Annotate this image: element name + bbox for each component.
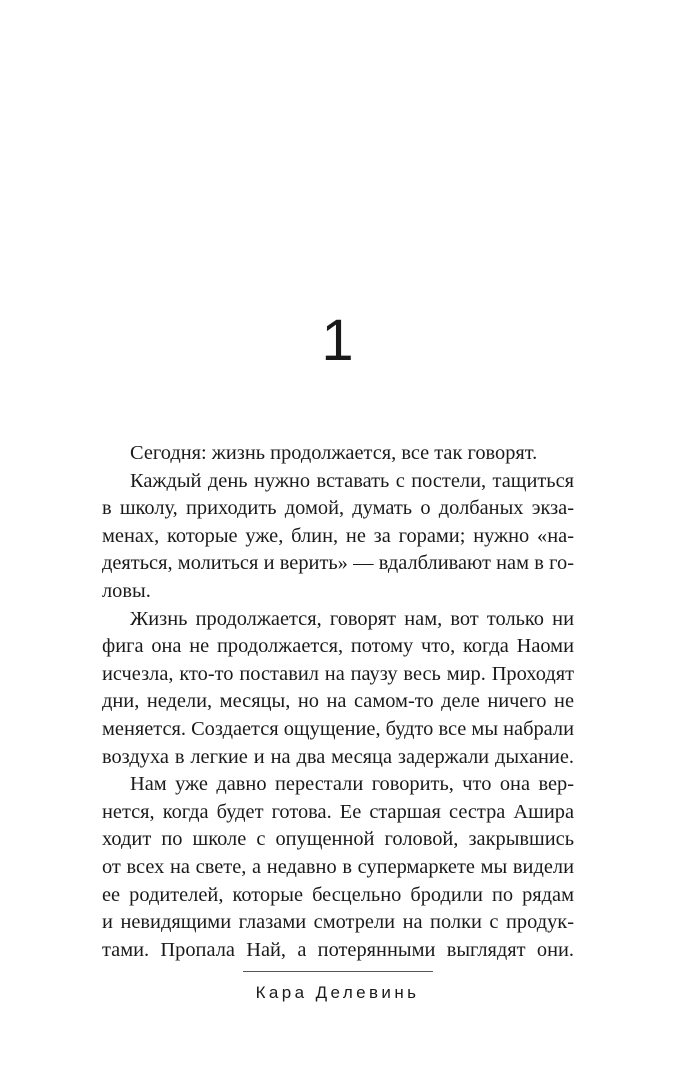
paragraph (102, 606, 574, 772)
paragraph (102, 771, 574, 964)
text-line: воздуха в легкие и на два месяца задержали дыхание. (102, 745, 574, 768)
text-line: от всех на свете, а недавно в супермаркете мы видели (102, 855, 574, 878)
text-line: ее родителей, которые бесцельно бродили по рядам (102, 883, 574, 906)
text-line: ходит по школе с опущенной головой, закрывшись (102, 828, 574, 851)
text-line: деяться, молиться и верить» — вдалбливают нам в го- (102, 552, 574, 575)
chapter-body-text (102, 440, 574, 964)
text-line: Нам уже давно перестали говорить, что она вер- (130, 773, 574, 796)
text-line: Жизнь продолжается, говорят нам, вот только ни (130, 607, 574, 630)
text-line: меняется. Создается ощущение, будто все мы набрали (102, 717, 574, 740)
text-line: в школу, приходить домой, думать о долбаных экза- (102, 497, 574, 520)
text-line: тами. Пропала Най, а потерянными выглядят они. (102, 938, 574, 961)
text-line: фига она не продолжается, потому что, когда Наоми (102, 635, 574, 658)
footer-divider (243, 971, 433, 972)
text-line: ловы. (102, 579, 151, 602)
text-line: исчезла, кто-то поставил на паузу весь мир. Проходят (102, 662, 574, 685)
running-footer-author: Кара Делевинь (255, 983, 420, 1002)
text-line: Сегодня: жизнь продолжается, все так говорят. (130, 442, 538, 464)
text-line: и невидящими глазами смотрели на полки с продук- (102, 911, 574, 934)
paragraph (102, 440, 574, 468)
text-line: дни, недели, месяцы, но на самом-то деле ничего не (102, 690, 574, 713)
text-line: менах, которые уже, блин, не за горами; нужно «на- (102, 524, 574, 547)
paragraph (102, 468, 574, 606)
text-line: Каждый день нужно вставать с постели, тащиться (130, 469, 574, 492)
chapter-number: 1 (321, 308, 354, 373)
text-line: нется, когда будет готова. Ее старшая сестра Ашира (102, 800, 574, 823)
